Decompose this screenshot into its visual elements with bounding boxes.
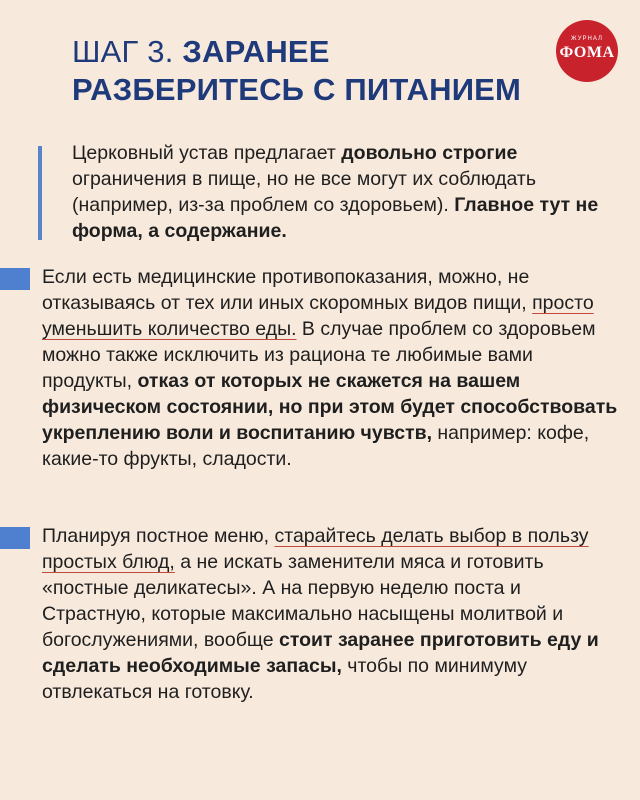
logo-main-text: ФОМА [559,44,615,61]
page-title [72,33,572,109]
foma-logo [556,20,618,82]
p1-bold: отказ от которых не скажется на вашем физическом состоянии, но при этом будет способствовать укреплению воли и воспитанию чувств, [42,370,618,444]
p2-text-1: Планируя постное меню, [42,525,275,547]
intro-quote [72,140,617,244]
p2-text-3: чтобы по минимуму отвлекаться на готовку. [42,655,527,703]
logo-top-text: ЖУРНАЛ [571,36,603,42]
p1-text-2: В случае проблем со здоровьем можно также исключить из рациона те любимые вами продукты, [42,318,596,392]
title-bold-line-1: ЗАРАНЕЕ [182,34,330,69]
p1-text-1: Если есть медицинские противопоказания, можно, не отказываясь от тех или иных скоромных видов пищи, [42,266,533,314]
paragraph-2 [42,523,622,705]
quote-bar-decoration [38,146,42,240]
paragraph-1 [42,264,622,472]
step-label: ШАГ 3. [72,34,174,69]
p2-underlined: старайтесь делать выбор в пользу простых блюд, [42,525,589,573]
p1-underlined: просто уменьшить количество еды. [42,292,594,340]
p2-bold: стоит заранее приготовить еду и сделать необходимые запасы, [42,629,599,677]
quote-text-1: Церковный устав предлагает [72,142,342,164]
bullet-square-1 [0,268,30,290]
bullet-square-2 [0,527,30,549]
p1-text-3: например: кофе, какие-то фрукты, сладости. [42,422,590,470]
p2-text-2: а не искать заменители мяса и готовить «постные деликатесы». А на первую неделю поста и Страстную, которые максимально насыщены молитвой и богослужениями, вообще [42,551,564,651]
title-bold-line-2: РАЗБЕРИТЕСЬ С ПИТАНИЕМ [72,72,522,107]
quote-bold-1: довольно строгие [341,142,518,164]
quote-text-2: ограничения в пище, но не все могут их соблюдать (например, из-за проблем со здоровьем). [72,168,536,216]
quote-bold-2: Главное тут не форма, а содержание. [72,194,599,242]
